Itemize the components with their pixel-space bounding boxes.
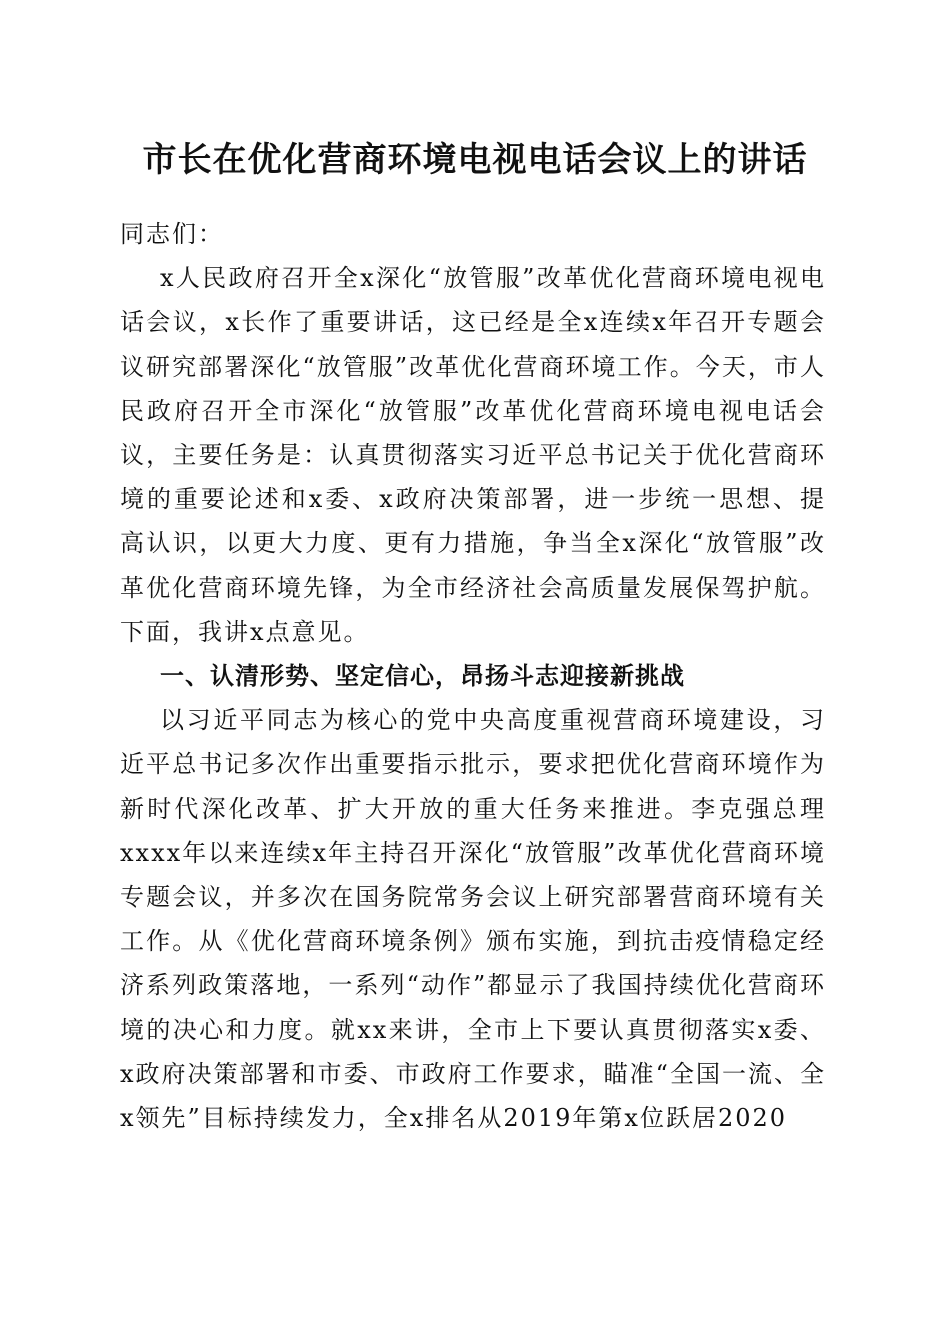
section-heading: 一、认清形势、坚定信心，昂扬斗志迎接新挑战 xyxy=(160,662,685,691)
document-title: 市长在优化营商环境电视电话会议上的讲话 xyxy=(142,140,808,180)
document-body xyxy=(120,212,826,1140)
paragraph-intro: x人民政府召开全x深化“放管服”改革优化营商环境电视电话会议，x长作了重要讲话，这已经是全x连续x年召开专题会议研究部署深化“放管服”改革优化营商环境工作。今天，市人民政府召开全市深化“放管服”改革优化营商环境电视电话会议，主要任务是：认真贯彻落实习近平总书记关于优化营商环境的重要论述和x委、x政府决策部署，进一步统一思想、提高认识，以更大力度、更有力措施，争当全x深化“放管服”改革优化营商环境先锋，为全市经济社会高质量发展保驾护航。下面，我讲x点意见。 xyxy=(120,264,826,646)
salutation: 同志们： xyxy=(120,220,224,248)
paragraph-section-one: 以习近平同志为核心的党中央高度重视营商环境建设，习近平总书记多次作出重要指示批示，要求把优化营商环境作为新时代深化改革、扩大开放的重大任务来推进。李克强总理xxxx年以来连续x年主持召开深化“放管服”改革优化营商环境专题会议，并多次在国务院常务会议上研究部署营商环境有关工作。从《优化营商环境条例》颁布实施，到抗击疫情稳定经济系列政策落地，一系列“动作”都显示了我国持续优化营商环境的决心和力度。就xx来讲，全市上下要认真贯彻落实x委、x政府决策部署和市委、市政府工作要求，瞄准“全国一流、全x领先”目标持续发力，全x排名从2019年第x位跃居2020 xyxy=(120,706,826,1133)
